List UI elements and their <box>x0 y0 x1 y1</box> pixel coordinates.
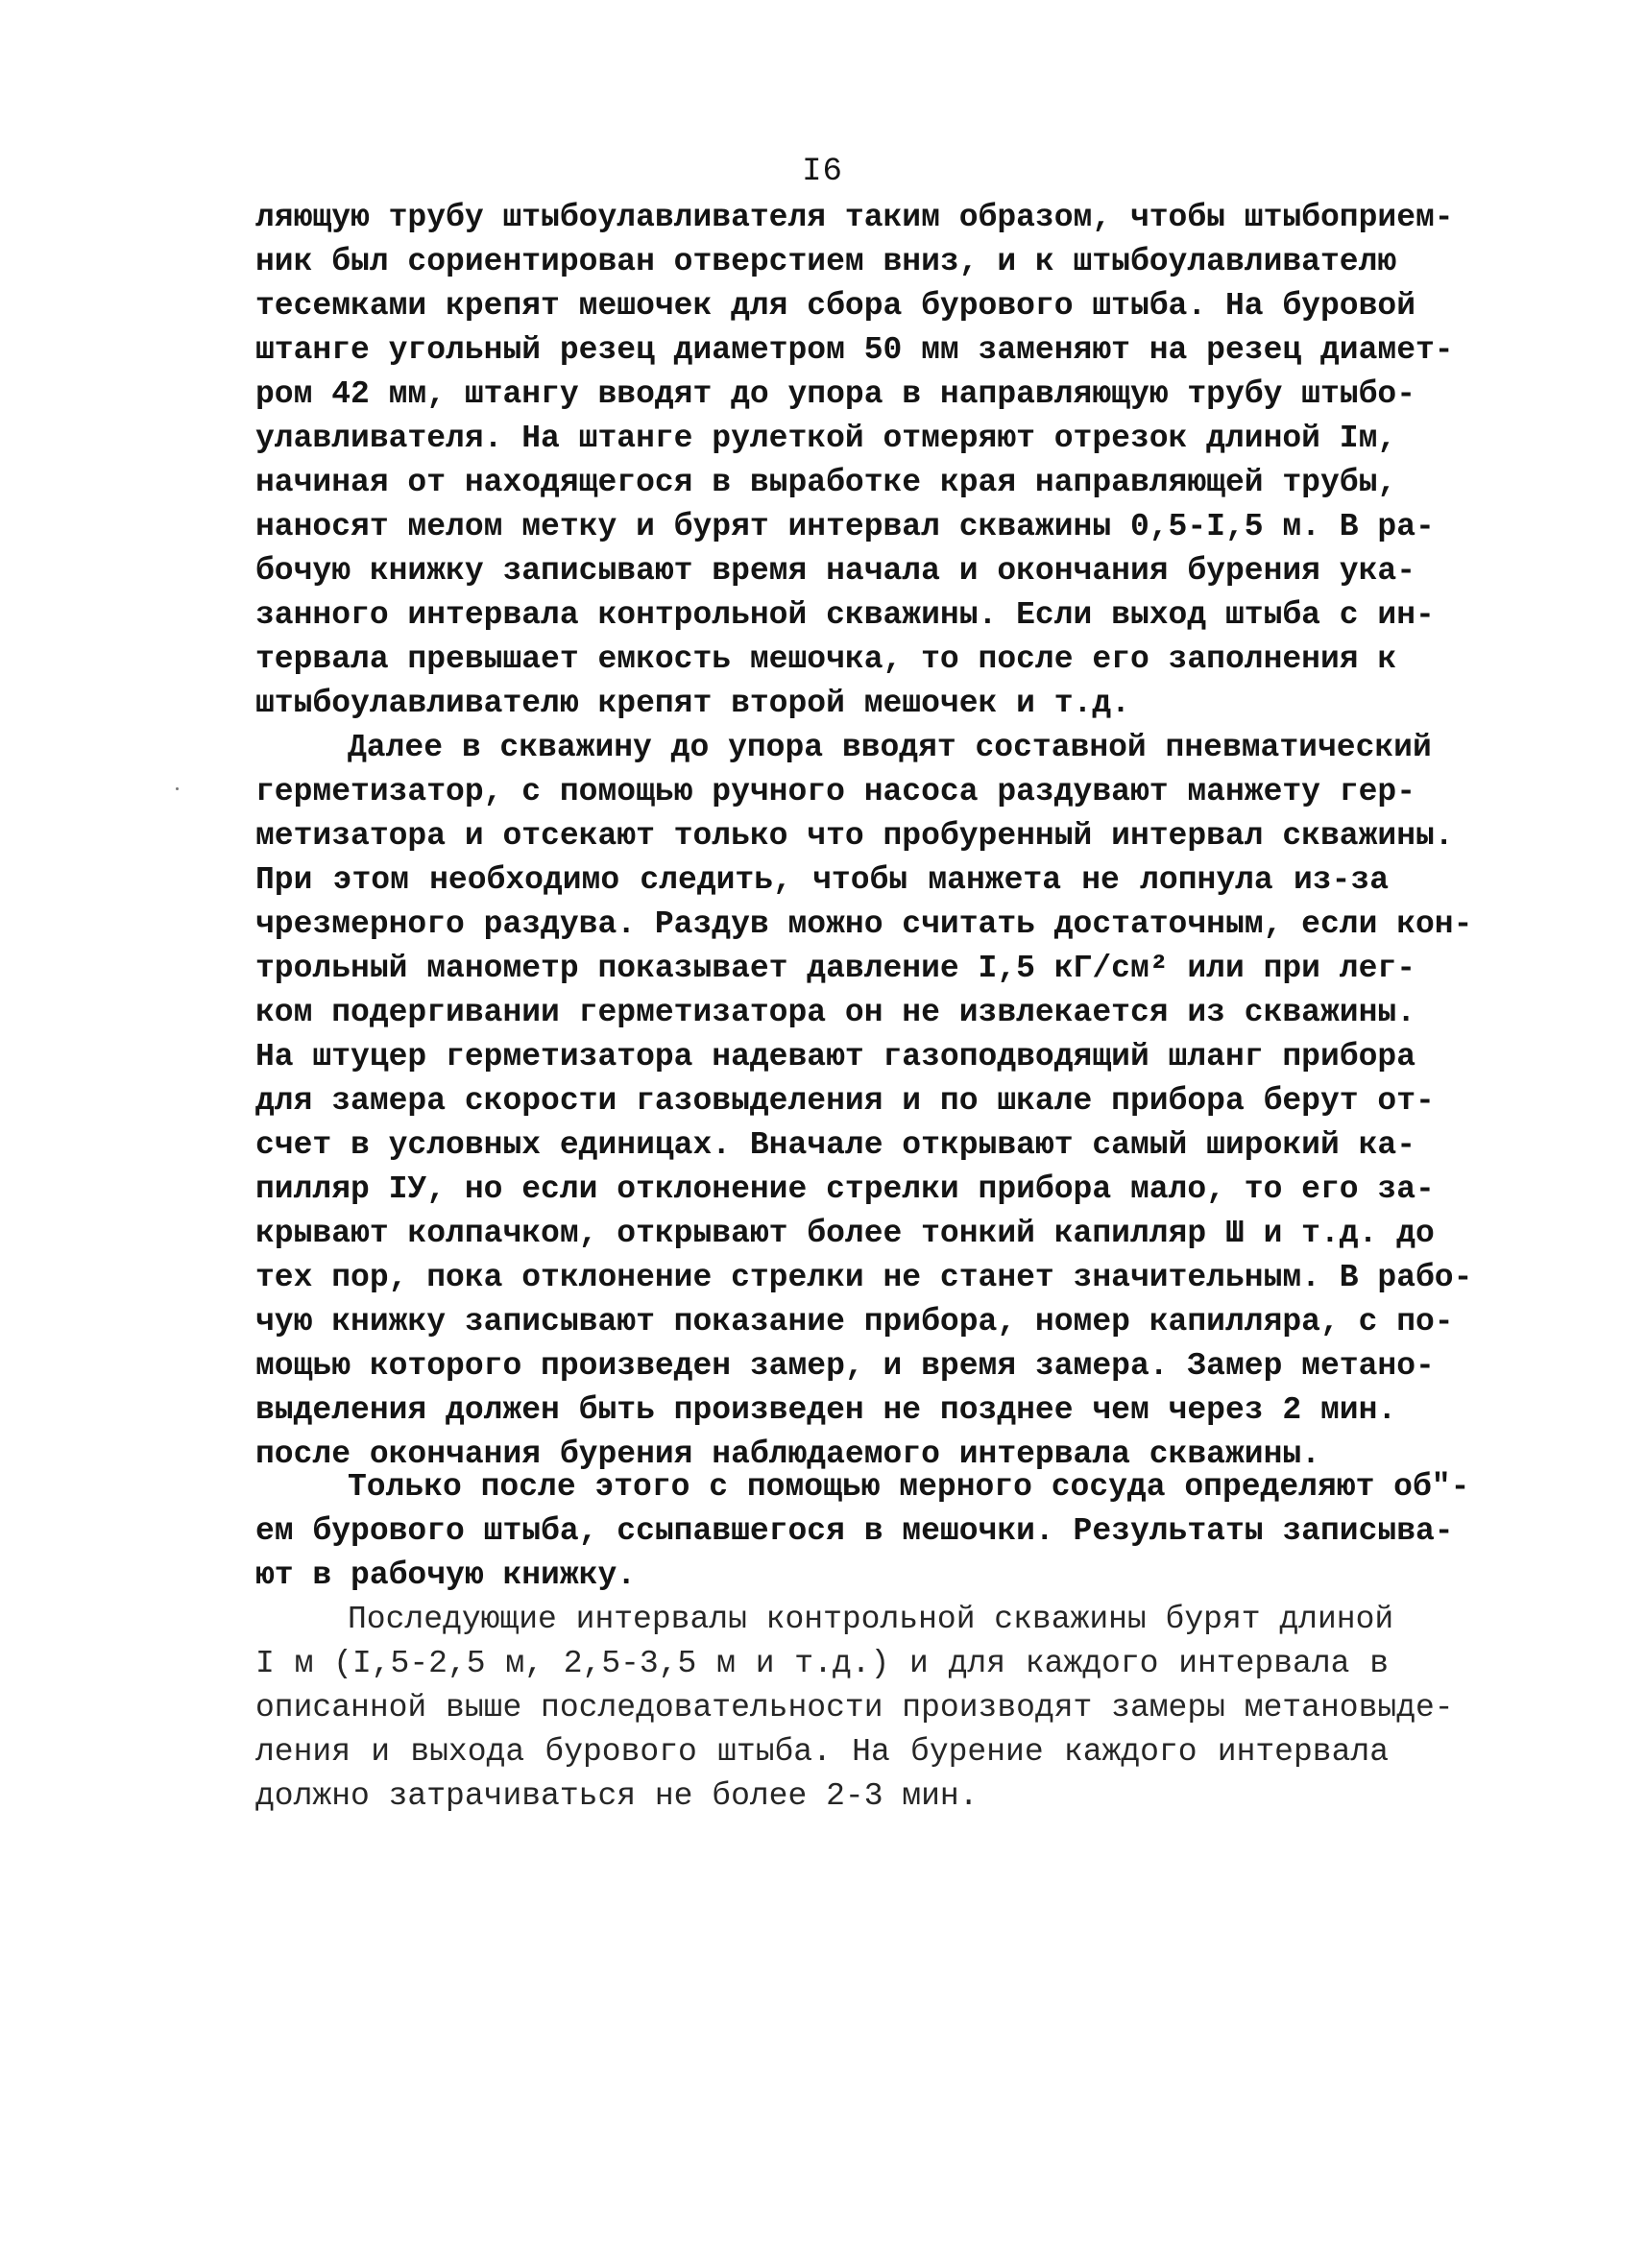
text-line: ляющую трубу штыбоулавливателя таким образом, чтобы штыбоприем- <box>255 200 1454 235</box>
text-line: На штуцер герметизатора надевают газоподводящий шланг прибора <box>255 1039 1415 1074</box>
text-line: наносят мелом метку и бурят интервал скважины 0,5-I,5 м. В ра- <box>255 509 1435 544</box>
paragraph-4 <box>255 1598 1454 1819</box>
text-line: ем бурового штыба, ссыпавшегося в мешочки. Результаты записыва- <box>255 1513 1454 1549</box>
text-line: ют в рабочую книжку. <box>255 1557 637 1593</box>
paragraph-2 <box>255 726 1473 1477</box>
text-line: тервала превышает емкость мешочка, то после его заполнения к <box>255 641 1397 677</box>
text-line: тесемками крепят мешочек для сбора бурового штыба. На буровой <box>255 288 1415 324</box>
text-line: мощью которого произведен замер, и время замера. Замер метано- <box>255 1348 1435 1384</box>
text-line: для замера скорости газовыделения и по шкале прибора берут от- <box>255 1083 1435 1119</box>
paragraph-1 <box>255 196 1454 726</box>
text-line: трольный манометр показывает давление I,5 кГ/см² или при лег- <box>255 951 1415 986</box>
text-line: описанной выше последовательности производят замеры метановыде- <box>255 1690 1454 1725</box>
text-line: выделения должен быть произведен не позднее чем через 2 мин. <box>255 1392 1397 1428</box>
text-line: счет в условных единицах. Вначале открывают самый широкий ка- <box>255 1127 1415 1163</box>
text-line: пилляр IУ, но если отклонение стрелки прибора мало, то его за- <box>255 1171 1435 1207</box>
text-line: чую книжку записывают показание прибора, номер капилляра, с по- <box>255 1304 1454 1339</box>
scan-speck <box>176 787 179 790</box>
page-number: I6 <box>802 154 843 190</box>
text-line: При этом необходимо следить, чтобы манжета не лопнула из-за <box>255 862 1389 898</box>
text-line: улавливателя. На штанге рулеткой отмеряют отрезок длиной Iм, <box>255 421 1397 456</box>
text-line: ник был сориентирован отверстием вниз, и к штыбоулавливателю <box>255 244 1397 279</box>
text-line: Только после этого с помощью мерного сосуда определяют об"- <box>348 1469 1470 1505</box>
paragraph-3 <box>255 1465 1470 1598</box>
text-line: I м (I,5-2,5 м, 2,5-3,5 м и т.д.) и для каждого интервала в <box>255 1646 1389 1681</box>
text-line: Далее в скважину до упора вводят составной пневматический <box>348 730 1432 765</box>
text-line: должно затрачиваться не более 2-3 мин. <box>255 1778 979 1814</box>
text-line: ления и выхода бурового штыба. На бурение каждого интервала <box>255 1734 1389 1770</box>
text-line: герметизатор, с помощью ручного насоса раздувают манжету гер- <box>255 774 1415 809</box>
text-line: штыбоулавливателю крепят второй мешочек и т.д. <box>255 686 1130 721</box>
text-line: Последующие интервалы контрольной скважины бурят длиной <box>348 1602 1394 1637</box>
text-line: штанге угольный резец диаметром 50 мм заменяют на резец диамет- <box>255 332 1454 368</box>
text-line: ком подергивании герметизатора он не извлекается из скважины. <box>255 995 1415 1030</box>
text-line: крывают колпачком, открывают более тонкий капилляр Ш и т.д. до <box>255 1216 1435 1251</box>
text-line: чрезмерного раздува. Раздув можно считать достаточным, если кон- <box>255 906 1473 942</box>
text-line: после окончания бурения наблюдаемого интервала скважины. <box>255 1436 1320 1472</box>
text-line: бочую книжку записывают время начала и окончания бурения ука- <box>255 553 1415 589</box>
text-line: метизатора и отсекают только что пробуренный интервал скважины. <box>255 818 1454 854</box>
text-line: начиная от находящегося в выработке края направляющей трубы, <box>255 465 1397 500</box>
text-line: занного интервала контрольной скважины. Если выход штыба с ин- <box>255 597 1435 633</box>
text-line: тех пор, пока отклонение стрелки не станет значительным. В рабо- <box>255 1260 1473 1295</box>
text-line: ром 42 мм, штангу вводят до упора в направляющую трубу штыбо- <box>255 376 1415 412</box>
